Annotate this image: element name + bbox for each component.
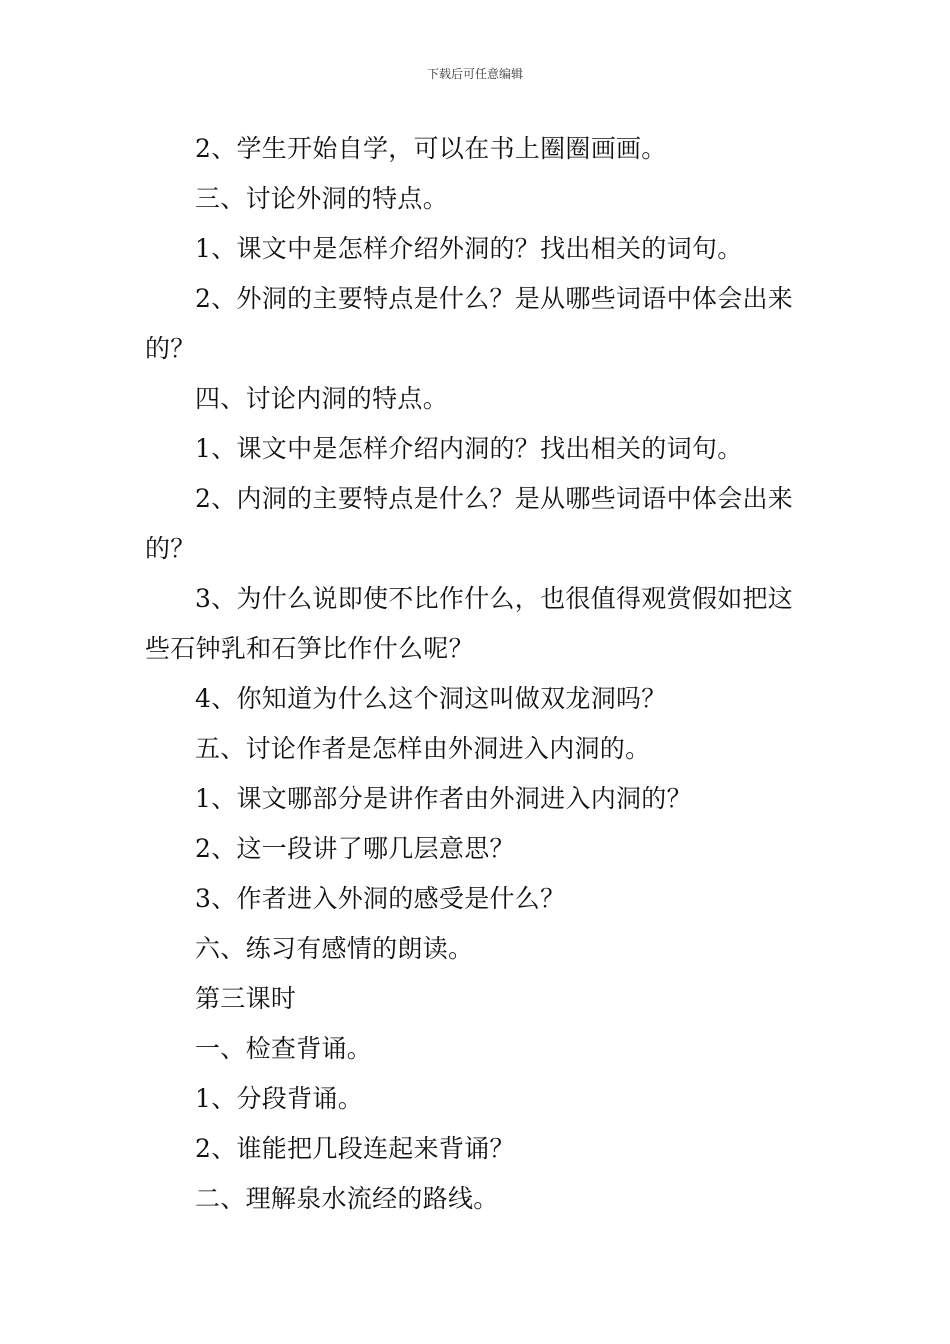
paragraph: 2、谁能把几段连起来背诵？	[195, 1134, 515, 1163]
paragraph: 1、课文中是怎样介绍外洞的？找出相关的词句。	[195, 234, 743, 263]
paragraph: 2、内洞的主要特点是什么？是从哪些词语中体会出来的？	[145, 484, 794, 563]
document-body	[145, 124, 810, 1224]
section-heading: 六、练习有感情的朗读。	[195, 934, 474, 963]
paragraph: 4、你知道为什么这个洞这叫做双龙洞吗？	[195, 684, 667, 713]
section-heading: 三、讨论外洞的特点。	[195, 184, 449, 213]
paragraph: 1、课文中是怎样介绍内洞的？找出相关的词句。	[195, 434, 743, 463]
paragraph: 3、为什么说即使不比作什么，也很值得观赏假如把这些石钟乳和石笋比作什么呢？	[145, 584, 794, 663]
section-heading: 四、讨论内洞的特点。	[195, 384, 449, 413]
paragraph: 1、课文哪部分是讲作者由外洞进入内洞的？	[195, 784, 692, 813]
section-heading: 五、讨论作者是怎样由外洞进入内洞的。	[195, 734, 651, 763]
lesson-heading: 第三课时	[195, 984, 297, 1013]
section-heading: 一、检查背诵。	[195, 1034, 373, 1063]
paragraph: 2、外洞的主要特点是什么？是从哪些词语中体会出来的？	[145, 284, 794, 363]
paragraph: 3、作者进入外洞的感受是什么？	[195, 884, 566, 913]
paragraph: 1、分段背诵。	[195, 1084, 364, 1113]
paragraph: 2、这一段讲了哪几层意思？	[195, 834, 515, 863]
page-header-note: 下载后可任意编辑	[426, 67, 523, 81]
paragraph: 2、学生开始自学，可以在书上圈圈画画。	[195, 134, 667, 163]
section-heading: 二、理解泉水流经的路线。	[195, 1184, 499, 1213]
